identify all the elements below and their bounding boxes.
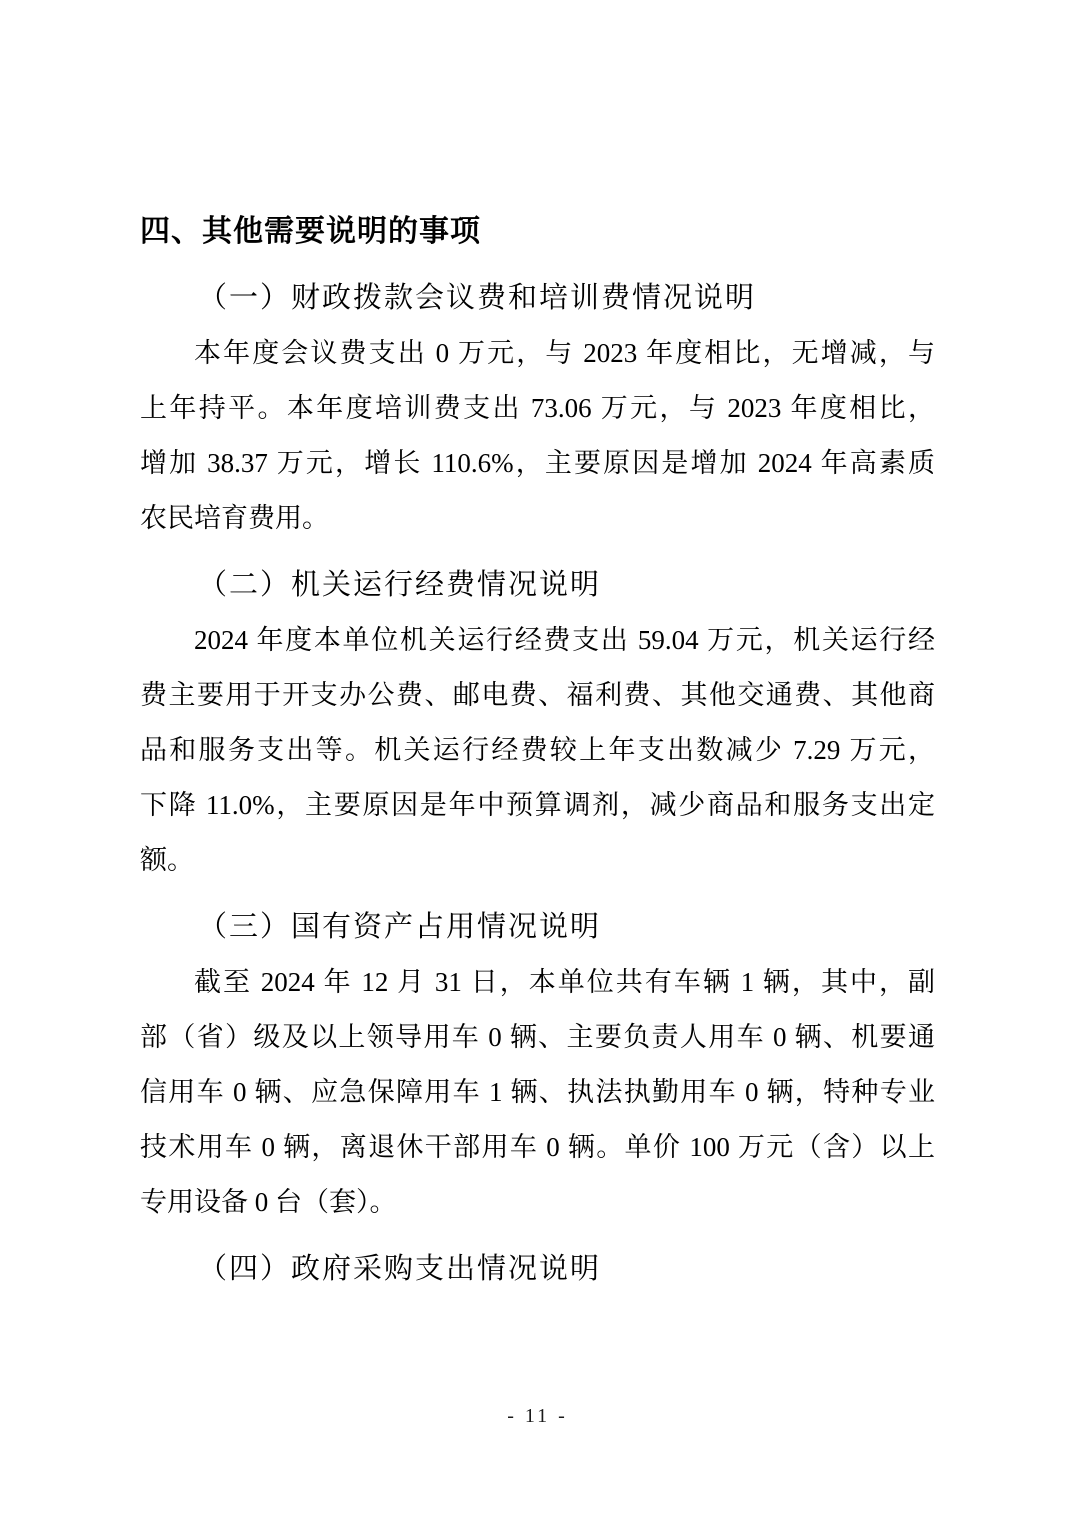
body-line: 2024 年度本单位机关运行经费支出 59.04 万元，机关运行经 <box>194 625 935 655</box>
paragraph <box>140 955 935 1230</box>
body-line: 上年持平。本年度培训费支出 73.06 万元，与 2023 年度相比， <box>140 393 935 423</box>
section-heading-4: （四）政府采购支出情况说明 <box>198 1253 602 1285</box>
page-title: 四、其他需要说明的事项 <box>140 215 481 248</box>
body-line: 本年度会议费支出 0 万元，与 2023 年度相比，无增减，与 <box>194 338 935 368</box>
document-body <box>140 204 935 1297</box>
body-line: 技术用车 0 辆，离退休干部用车 0 辆。单价 100 万元（含）以上 <box>140 1132 935 1162</box>
section-heading-3: （三）国有资产占用情况说明 <box>198 911 602 943</box>
body-line: 下降 11.0%，主要原因是年中预算调剂，减少商品和服务支出定 <box>140 790 935 820</box>
body-line: 信用车 0 辆、应急保障用车 1 辆、执法执勤用车 0 辆，特种专业 <box>140 1077 935 1107</box>
body-line: 截至 2024 年 12 月 31 日，本单位共有车辆 1 辆，其中，副 <box>194 967 935 997</box>
body-line: 部（省）级及以上领导用车 0 辆、主要负责人用车 0 辆、机要通 <box>140 1022 935 1052</box>
body-line: 费主要用于开支办公费、邮电费、福利费、其他交通费、其他商 <box>140 680 935 710</box>
page-number: - 11 - <box>507 1405 568 1427</box>
body-line: 额。 <box>140 845 194 875</box>
body-line: 品和服务支出等。机关运行经费较上年支出数减少 7.29 万元， <box>140 735 935 765</box>
section-heading-2: （二）机关运行经费情况说明 <box>198 569 602 601</box>
body-line: 农民培育费用。 <box>140 503 329 533</box>
body-line: 专用设备 0 台（套）。 <box>140 1187 397 1217</box>
paragraph <box>140 613 935 888</box>
paragraph <box>140 326 935 546</box>
body-line: 增加 38.37 万元，增长 110.6%，主要原因是增加 2024 年高素质 <box>140 448 935 478</box>
section-heading-1: （一）财政拨款会议费和培训费情况说明 <box>198 282 757 314</box>
